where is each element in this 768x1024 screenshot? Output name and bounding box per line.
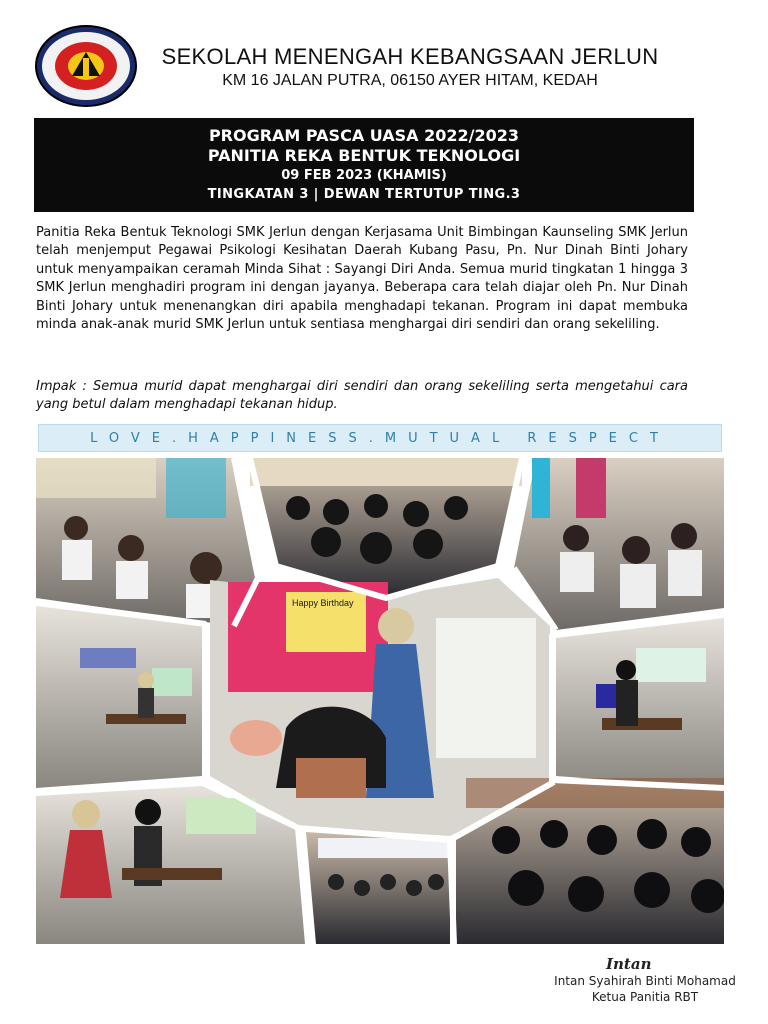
side-label <box>712 44 762 282</box>
tagline-text: LOVE.HAPPINESS.MUTUAL RESPECT <box>90 430 670 446</box>
photo-right-middle <box>556 618 724 788</box>
center-banner-text: Happy Birthday <box>292 598 354 608</box>
program-date: 09 FEB 2023 (KHAMIS) <box>281 168 447 183</box>
program-panel: PANITIA REKA BENTUK TEKNOLOGI <box>207 146 521 165</box>
tagline-bar <box>38 424 722 452</box>
school-logo <box>34 24 138 108</box>
signature-role: Ketua Panitia RBT <box>591 990 699 1004</box>
signature-short-name: Intan <box>606 955 652 973</box>
program-header-box <box>34 118 694 212</box>
program-venue: TINGKATAN 3 | DEWAN TERTUTUP TING.3 <box>207 187 521 202</box>
school-address: KM 16 JALAN PUTRA, 06150 AYER HITAM, KEDAH <box>222 72 598 89</box>
school-name: SEKOLAH MENENGAH KEBANGSAAN JERLUN <box>161 44 659 69</box>
body-paragraph: Panitia Reka Bentuk Teknologi SMK Jerlun dengan Kerjasama Unit Bimbingan Kaunseling SMK Jerlun telah menjemput Pegawai Psikologi Kesihatan Daerah Kubang Pasu, Pn. Nur Dinah Binti Johary untuk menyampaikan ceramah Minda Sihat : Sayangi Diri Anda. Semua murid tingkatan 1 hingga 3 SMK Jerlun menghadiri program ini dengan jayanya. Beberapa cara telah diajar oleh Pn. Nur Dinah Binti Johary untuk menenangkan diri apabila menghadapi tekanan. Program ini dapat membuka minda anak-anak murid SMK Jerlun untuk sentiasa menghargai diri sendiri dan orang sekeliling. <box>36 225 688 333</box>
program-title: PROGRAM PASCA UASA 2022/2023 <box>208 126 520 145</box>
side-label-text: KURIKULUM <box>717 44 758 282</box>
signature-full-name: Intan Syahirah Binti Mohamad <box>554 974 736 988</box>
collage-svg <box>36 458 724 944</box>
photo-left-middle <box>36 606 202 788</box>
photo-collage <box>36 458 724 944</box>
impact-paragraph: Impak : Semua murid dapat menghargai diri sendiri dan orang sekeliling serta mengetahui cara yang betul dalam menghadapi tekanan hidup. <box>36 379 688 412</box>
